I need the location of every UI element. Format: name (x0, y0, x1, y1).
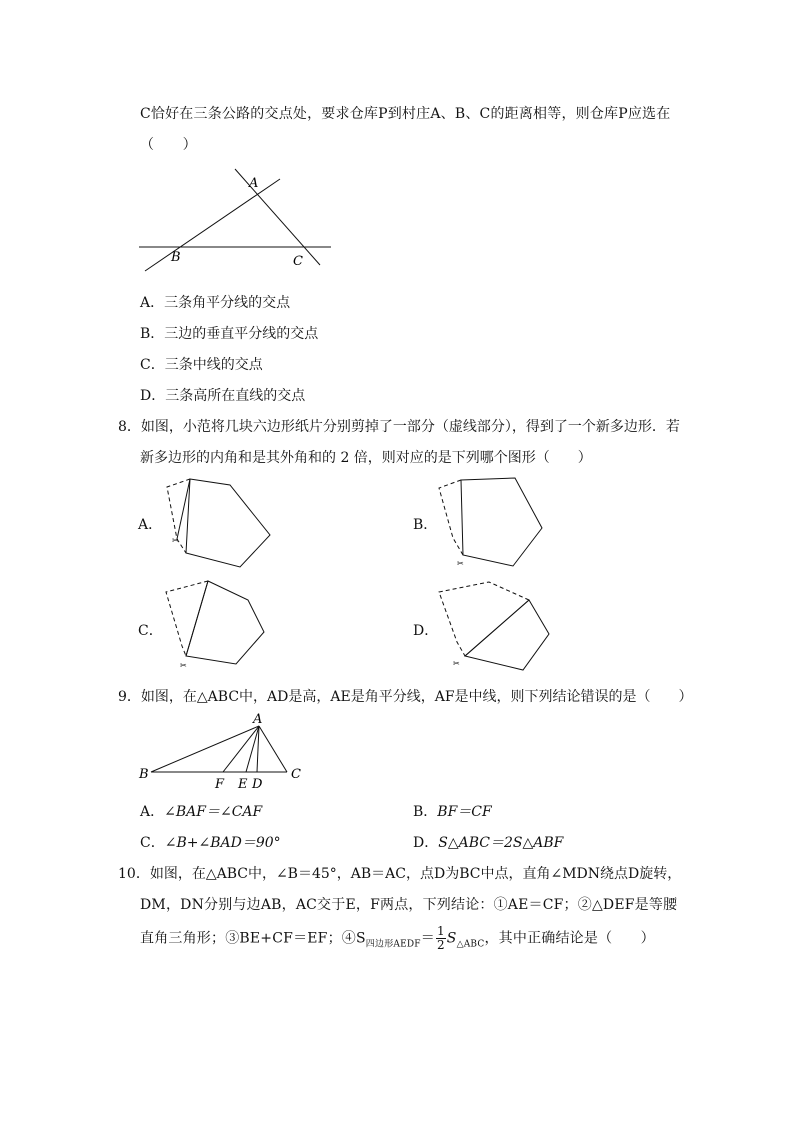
q7-option-a[interactable]: A．三条角平分线的交点 (140, 295, 291, 311)
svg-text:✂: ✂ (457, 559, 464, 568)
label-b: B (139, 767, 149, 782)
label-f: F (215, 777, 225, 792)
q8-figure-c[interactable] (160, 578, 280, 673)
q7-text-line1: C恰好在三条公路的交点处，要求仓库P到村庄A、B、C的距离相等，则仓库P应选在 (140, 106, 671, 122)
q9-text-line1: 9．如图，在△ABC中，AD是高，AE是角平分线，AF是中线，则下列结论错误的是（ ） (118, 689, 693, 705)
q10-text-line3: 直角三角形；③BE+CF＝EF；$④S_{四边形AEDF}=$ $\frac{1}{2}$ $S_{\triangle ABC}$，其中正确结论是（ ） (140, 924, 655, 952)
q9-option-c[interactable]: C．∠B+∠BAD＝90° (140, 835, 281, 851)
label-e: E (238, 777, 248, 792)
q8-figure-b[interactable] (435, 478, 555, 573)
q7-answer-paren: （ ） (140, 137, 197, 153)
road-ac (235, 169, 320, 265)
label-d: D (252, 777, 263, 792)
label-b: B (171, 250, 181, 265)
q8-option-a[interactable]: A． (138, 517, 163, 533)
q9-option-a[interactable]: A．∠BAF＝∠CAF (140, 804, 263, 820)
road-ab (145, 179, 280, 271)
q7-option-c[interactable]: C．三条中线的交点 (140, 357, 263, 373)
q8-text-line1: 8．如图，小范将几块六边形纸片分别剪掉了一部分（虚线部分），得到了一个新多边形．若 (118, 419, 680, 435)
q9-triangle-figure (137, 710, 317, 790)
q8-option-c[interactable]: C． (138, 623, 163, 639)
q9-option-d[interactable]: D．S△ABC＝2S△ABF (413, 835, 564, 851)
q9-option-b[interactable]: B．BF＝CF (413, 804, 492, 820)
q8-option-d[interactable]: D． (413, 623, 439, 639)
svg-text:✂: ✂ (172, 536, 179, 545)
label-c: C (293, 254, 303, 269)
label-c: C (291, 767, 301, 782)
q10-text-line2: DM，DN分别与边AB，AC交于E，F两点，下列结论：①AE＝CF；②△DEF是等腰 (140, 897, 678, 913)
label-a: A (249, 176, 259, 191)
fraction-one-half: $\frac{1}{2}$ (436, 924, 445, 952)
svg-text:✂: ✂ (453, 659, 460, 668)
q7-option-d[interactable]: D．三条高所在直线的交点 (140, 388, 306, 404)
q8-option-b[interactable]: B． (413, 517, 438, 533)
q8-figure-d[interactable] (435, 578, 560, 673)
q8-figure-a[interactable] (160, 475, 280, 565)
q8-text-line2: 新多边形的内角和是其外角和的 2 倍，则对应的是下列哪个图形（ ） (140, 450, 592, 466)
label-a: A (253, 712, 263, 727)
q10-text-line1: 10．如图，在△ABC中，∠B＝45°，AB＝AC，点D为BC中点，直角∠MDN绕点D旋转， (118, 866, 682, 882)
q7-option-b[interactable]: B．三边的垂直平分线的交点 (140, 326, 319, 342)
svg-text:✂: ✂ (180, 661, 187, 670)
q7-triangle-figure (135, 165, 335, 275)
